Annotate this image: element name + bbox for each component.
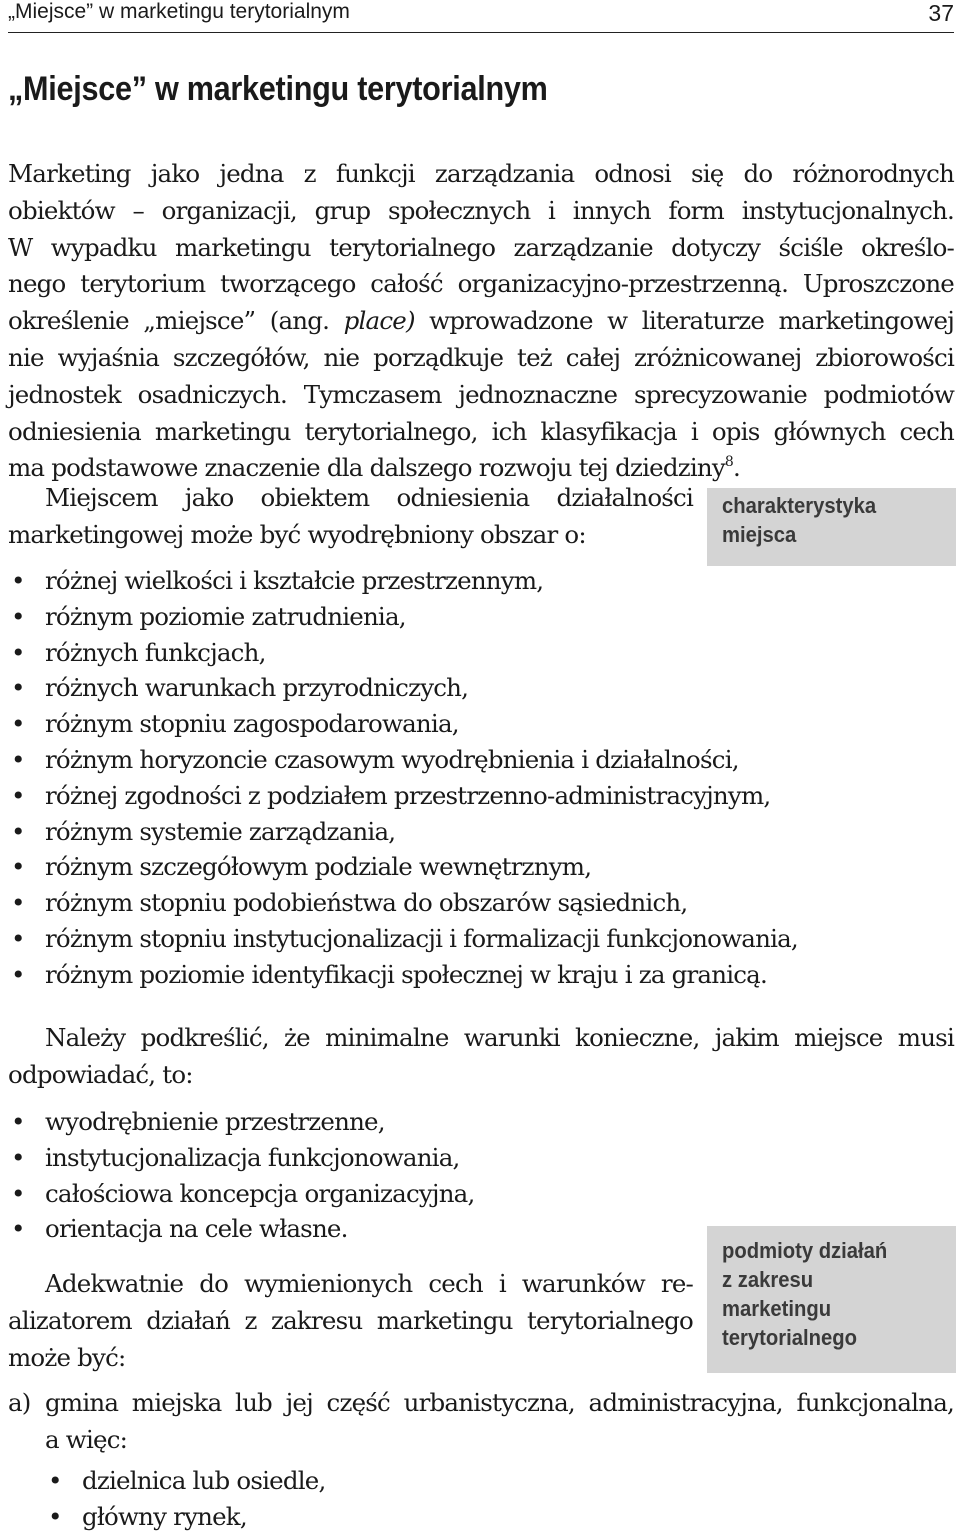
text-fragment: określenie „miejsce” (ang. [8, 306, 344, 336]
bullet-icon: • [11, 1107, 25, 1136]
list-item-text: różnym stopniu instytucjonalizacji i formalizacji funkcjonowania, [45, 923, 798, 953]
list-item-text: różnym stopniu podobieństwa do obszarów sąsiednich, [45, 888, 688, 918]
text-fragment: wprowadzone w literaturze marketingowej [414, 306, 954, 336]
text-line: obiektów – organizacji, grup społecznych i innych form instytucjonalnych. [8, 195, 954, 225]
sub-bullet-list [45, 1463, 325, 1535]
list-item-text: różnym horyzoncie czasowym wyodrębnienia i działalności, [45, 744, 739, 774]
text-line: alizatorem działań z zakresu marketingu terytorialnego [8, 1305, 693, 1335]
list-item [8, 849, 798, 885]
bullet-icon: • [11, 888, 25, 918]
list-item-text: różnym poziomie identyfikacji społecznej w kraju i za granicą. [45, 959, 767, 989]
bullet-icon: • [11, 780, 25, 810]
list-item [8, 1140, 474, 1176]
bullet-icon: • [11, 673, 25, 703]
bullet-icon: • [11, 1178, 25, 1208]
list-item [8, 1211, 474, 1247]
italic-term: place) [343, 306, 415, 336]
bullet-icon: • [11, 744, 25, 774]
bullet-icon: • [48, 1466, 62, 1495]
margin-note-line: marketingu [722, 1296, 832, 1321]
list-item [8, 1176, 474, 1212]
list-item-text: główny rynek, [82, 1501, 247, 1531]
chapter-title: „Miejsce” w marketingu terytorialnym [8, 70, 548, 108]
running-title: „Miejsce” w marketingu terytorialnym [8, 0, 350, 23]
actors-paragraph [8, 1266, 693, 1376]
page-number: 37 [928, 0, 954, 26]
text-line: może być: [8, 1342, 126, 1372]
list-item [8, 599, 798, 635]
list-item [8, 778, 798, 814]
list-item-text: różnym systemie zarządzania, [45, 816, 396, 846]
margin-note-territorial-marketing-actors [707, 1226, 956, 1373]
list-item [45, 1499, 325, 1535]
place-features-list [8, 563, 798, 993]
running-header [8, 0, 954, 33]
list-item-text: różnych funkcjach, [45, 637, 266, 667]
list-item [8, 921, 798, 957]
text-line: Marketing jako jedna z funkcji zarządzania odnosi się do różnorodnych [8, 159, 954, 188]
margin-note-line: terytorialnego [722, 1325, 857, 1350]
list-item [8, 1104, 474, 1140]
list-item [8, 742, 798, 778]
text-line: Adekwatnie do wymienionych cech i warunków re- [45, 1269, 693, 1298]
margin-note-line: podmioty działań [722, 1238, 888, 1263]
list-item [8, 957, 798, 993]
text-line: gmina miejska lub jej część urbanistyczna, administracyjna, funkcjonalna, [45, 1388, 954, 1417]
bullet-icon: • [11, 959, 25, 989]
text-line [8, 303, 954, 340]
place-paragraph [8, 480, 693, 554]
list-item-text: orientacja na cele własne. [45, 1214, 348, 1244]
list-item-text: różnym poziomie zatrudnienia, [45, 601, 406, 631]
conditions-list [8, 1104, 474, 1247]
list-item-text: różnej wielkości i kształcie przestrzennym, [45, 566, 544, 595]
bullet-icon: • [11, 852, 25, 882]
bullet-icon: • [11, 923, 25, 953]
list-item-text: różnej zgodności z podziałem przestrzenno-administracyjnym, [45, 780, 771, 810]
bullet-icon: • [11, 1142, 25, 1172]
alpha-list-item [8, 1385, 954, 1459]
margin-note-line: charakterystyka [722, 493, 877, 518]
text-line: marketingowej może być wyodrębniony obszar o: [8, 519, 586, 549]
list-item-text: różnym stopniu zagospodarowania, [45, 709, 459, 739]
list-item [8, 563, 798, 599]
list-item [8, 670, 798, 706]
text-line: Miejscem jako obiektem odniesienia działalności [45, 483, 693, 512]
list-item-text: dzielnica lub osiedle, [82, 1466, 326, 1495]
list-item-text: całościowa koncepcja organizacyjna, [45, 1178, 475, 1208]
bullet-icon: • [11, 709, 25, 739]
text-line: odniesienia marketingu terytorialnego, ich klasyfikacja i opis głównych cech [8, 416, 954, 446]
margin-note-line: z zakresu [722, 1267, 814, 1292]
intro-paragraph [8, 156, 954, 487]
list-item-text: różnych warunkach przyrodniczych, [45, 673, 469, 703]
text-fragment: ma podstawowe znaczenie dla dalszego rozwoju tej dziedziny [8, 453, 725, 483]
bullet-icon: • [11, 1214, 25, 1244]
list-item-text: wyodrębnienie przestrzenne, [45, 1107, 385, 1136]
footnote-ref: 8 [724, 454, 733, 471]
text-line: W wypadku marketingu terytorialnego zarządzanie dotyczy ściśle określo- [8, 232, 954, 262]
text-line: odpowiadać, to: [8, 1059, 193, 1089]
margin-note-line: miejsca [722, 522, 797, 547]
text-line: a więc: [45, 1424, 128, 1454]
list-item [8, 885, 798, 921]
alpha-marker: a) [8, 1388, 31, 1417]
text-line: nego terytorium tworzącego całość organizacyjno-przestrzenną. Uproszczone [8, 269, 954, 299]
text-fragment: . [732, 453, 740, 483]
text-line: jednostek osadniczych. Tymczasem jednoznaczne sprecyzowanie podmiotów [8, 379, 954, 409]
text-line: Należy podkreślić, że minimalne warunki konieczne, jakim miejsce musi [45, 1023, 954, 1052]
list-item-text: instytucjonalizacja funkcjonowania, [45, 1142, 460, 1172]
margin-note-place-characteristics [707, 488, 956, 566]
list-item [8, 635, 798, 671]
list-item-text: różnym szczegółowym podziale wewnętrznym, [45, 852, 592, 882]
bullet-icon: • [11, 601, 25, 631]
list-item [8, 706, 798, 742]
conditions-paragraph [8, 1020, 954, 1094]
bullet-icon: • [11, 816, 25, 846]
bullet-icon: • [11, 566, 25, 595]
bullet-icon: • [48, 1501, 62, 1531]
list-item [45, 1463, 325, 1499]
list-item [8, 814, 798, 850]
text-line: nie wyjaśnia szczegółów, nie porządkuje też całej zróżnicowanej zbiorowości [8, 342, 954, 372]
bullet-icon: • [11, 637, 25, 667]
